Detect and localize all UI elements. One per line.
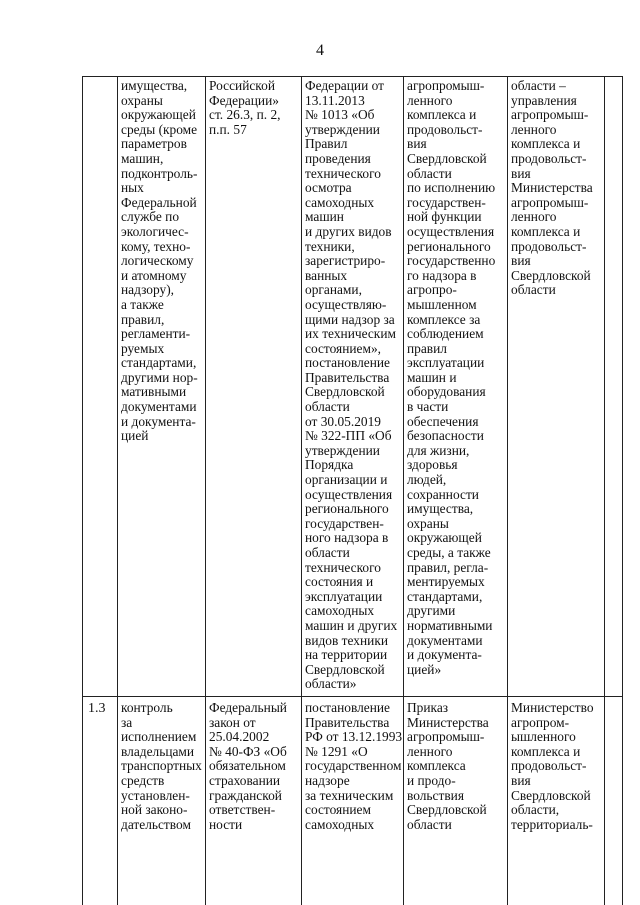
row-continued-order: агропромыш- ленного комплекса и продовольст- вия Свердловской области по исполнению государствен- ной функции осуществления регионального государственно го надзора в агропро- мышленном комплексе за соблюдением правил эксплуатации машин и оборудования в части обеспечения безопасности для жизни, здоровья людей, сохранности имущества, охраны окружающей среды, а также правил, регла- ментируемых стандартами, другими нормативными документами и документа- цией»	[407, 79, 496, 677]
row-continued-regulations: Федерации от 13.11.2013 № 1013 «Об утверждении Правил проведения технического осмотра самоходных машин и других видов техники, зарегистриро- ванных органами, осуществляю- щими надзор за их техническим состоянием», постановление Правительства Свердловской области от 30.05.2019 № 322-ПП «Об утверждении Порядка организации и осуществления регионального государствен- ного надзора в области технического состояния и эксплуатации самоходных машин и других видов техники на территории Свердловской области»	[305, 79, 398, 692]
column-divider	[604, 76, 605, 905]
row-continued-subject: имущества, охраны окружающей среды (кроме параметров машин, подконтроль- ных Федеральной службе по экологичес- кому, техно- логическому и атомному надзору), а также правил, регламенти- руемых стандартами, другими нор- мативными документами и документа- цией	[121, 79, 198, 444]
table-top-border	[82, 76, 623, 77]
row-1-3-number: 1.3	[88, 702, 106, 716]
row-continued-law-reference: Российской Федерации» ст. 26.3, п. 2, п.п. 57	[209, 79, 281, 137]
row-1-3-subject: контроль за исполнением владельцами транспортных средств установлен- ной законо- дательством	[121, 701, 202, 832]
column-divider	[622, 76, 623, 905]
column-divider	[205, 76, 206, 905]
page-number: 4	[316, 42, 324, 59]
row-divider	[82, 696, 623, 697]
row-1-3-order: Приказ Министерства агропромыш- ленного комплекса и продо- вольствия Свердловской области	[407, 701, 489, 832]
column-divider	[82, 76, 83, 905]
row-continued-responsible-body: области – управления агропромыш- ленного комплекса и продовольст- вия Министерства агропромыш- ленного комплекса и продовольст- вия Свердловской области	[511, 79, 593, 298]
row-1-3-regulations: постановление Правительства РФ от 13.12.1993 № 1291 «О государственном надзоре за техническим состоянием самоходных	[305, 701, 403, 832]
row-1-3-responsible-body: Министерство агропром- ышленного комплекса и продовольст- вия Свердловской области, территориаль-	[511, 701, 594, 832]
column-divider	[301, 76, 302, 905]
column-divider	[507, 76, 508, 905]
column-divider	[117, 76, 118, 905]
row-1-3-law-reference: Федеральный закон от 25.04.2002 № 40-ФЗ «Об обязательном страховании гражданской ответствен- ности	[209, 701, 287, 832]
column-divider	[403, 76, 404, 905]
